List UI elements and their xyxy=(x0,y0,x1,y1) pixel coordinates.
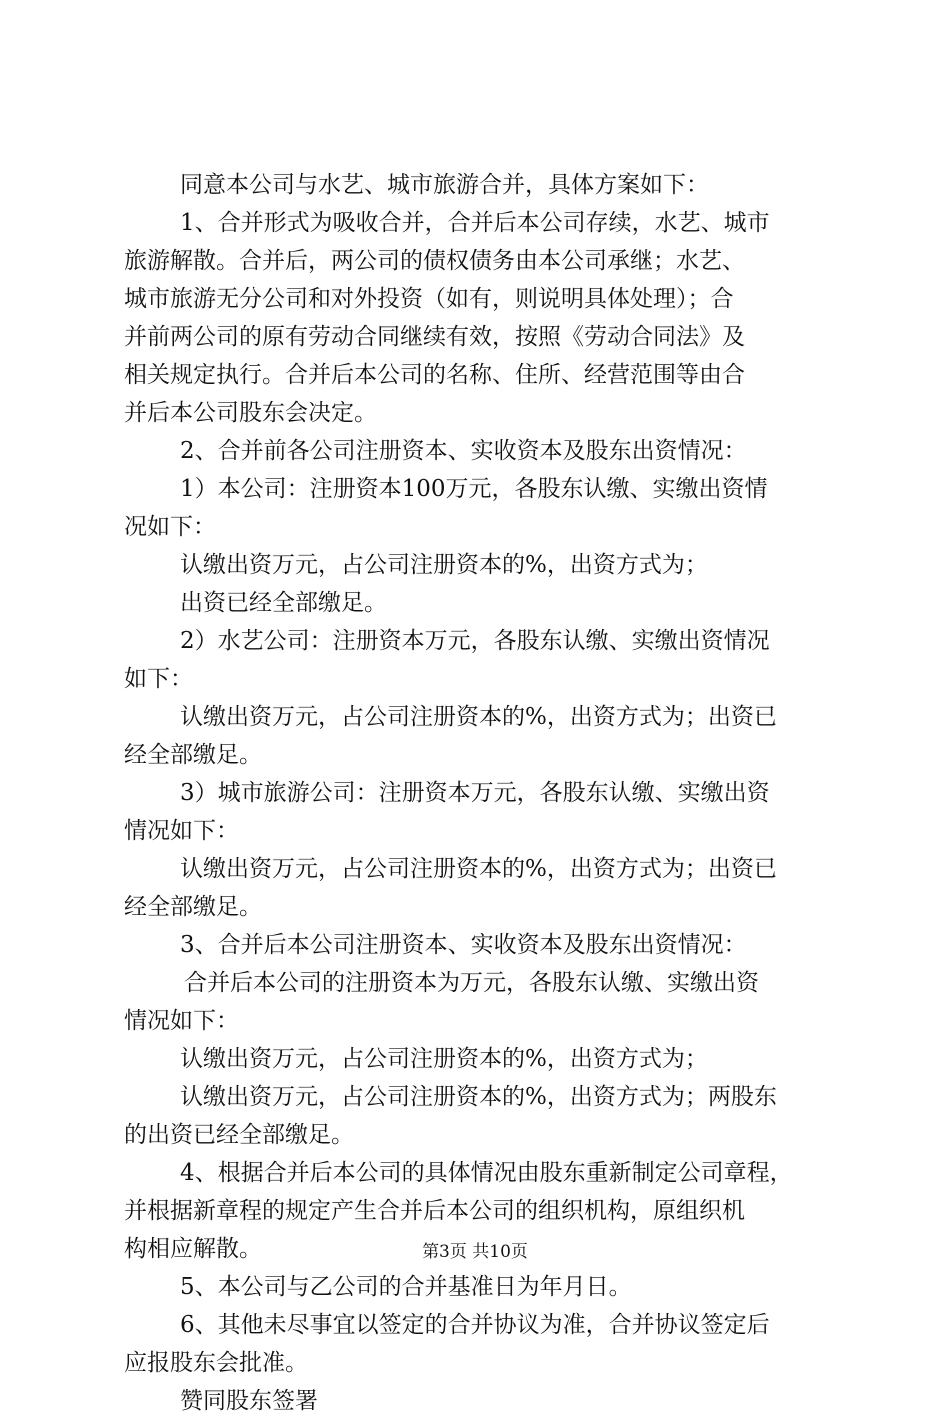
paragraph-line: 情况如下： xyxy=(124,818,239,844)
paragraph-line: 3、合并后本公司注册资本、实收资本及股东出资情况： xyxy=(180,932,747,958)
signature-label: 赞同股东签署 xyxy=(180,1388,318,1414)
paragraph-line: 2）水艺公司：注册资本万元，各股东认缴、实缴出资情况 xyxy=(180,628,770,654)
paragraph-line: 认缴出资万元，占公司注册资本的%，出资方式为；出资已 xyxy=(180,856,777,882)
page-footer: 第3页 共10页 xyxy=(422,1242,528,1262)
paragraph-line: 1、合并形式为吸收合并，合并后本公司存续，水艺、城市 xyxy=(180,210,770,236)
paragraph-line: 同意本公司与水艺、城市旅游合并，具体方案如下： xyxy=(180,172,709,198)
paragraph-line: 并根据新章程的规定产生合并后本公司的组织机构，原组织机 xyxy=(124,1198,745,1224)
paragraph-line: 认缴出资万元，占公司注册资本的%，出资方式为；两股东 xyxy=(180,1084,777,1110)
paragraph-line: 况如下： xyxy=(124,514,216,540)
paragraph-line: 认缴出资万元，占公司注册资本的%，出资方式为； xyxy=(180,552,708,578)
paragraph-line: 并前两公司的原有劳动合同继续有效，按照《劳动合同法》及 xyxy=(124,324,745,350)
paragraph-line: 认缴出资万元，占公司注册资本的%，出资方式为；出资已 xyxy=(180,704,777,730)
paragraph-line: 3）城市旅游公司：注册资本万元，各股东认缴、实缴出资 xyxy=(180,780,770,806)
paragraph-line: 5、本公司与乙公司的合并基准日为年月日。 xyxy=(180,1274,632,1300)
paragraph-line: 构相应解散。 xyxy=(124,1236,262,1262)
paragraph-line: 经全部缴足。 xyxy=(124,894,262,920)
paragraph-line: 旅游解散。合并后，两公司的债权债务由本公司承继；水艺、 xyxy=(124,248,745,274)
paragraph-line: 2、合并前各公司注册资本、实收资本及股东出资情况： xyxy=(180,438,747,464)
paragraph-line: 情况如下： xyxy=(124,1008,239,1034)
paragraph-line: 1）本公司：注册资本100万元，各股东认缴、实缴出资情 xyxy=(180,476,768,502)
paragraph-line: 应报股东会批准。 xyxy=(124,1350,308,1376)
paragraph-line: 出资已经全部缴足。 xyxy=(180,590,387,616)
paragraph-line: 如下： xyxy=(124,666,193,692)
paragraph-line: 的出资已经全部缴足。 xyxy=(124,1122,354,1148)
paragraph-line: 4、根据合并后本公司的具体情况由股东重新制定公司章程， xyxy=(180,1160,793,1186)
paragraph-line: 6、其他未尽事宜以签定的合并协议为准，合并协议签定后 xyxy=(180,1312,770,1338)
paragraph-line: 并后本公司股东会决定。 xyxy=(124,400,377,426)
paragraph-line: 认缴出资万元，占公司注册资本的%，出资方式为； xyxy=(180,1046,708,1072)
paragraph-line: 相关规定执行。合并后本公司的名称、住所、经营范围等由合 xyxy=(124,362,745,388)
paragraph-line: 合并后本公司的注册资本为万元，各股东认缴、实缴出资 xyxy=(184,970,759,996)
paragraph-line: 城市旅游无分公司和对外投资（如有，则说明具体处理）；合 xyxy=(124,286,734,312)
paragraph-line: 经全部缴足。 xyxy=(124,742,262,768)
